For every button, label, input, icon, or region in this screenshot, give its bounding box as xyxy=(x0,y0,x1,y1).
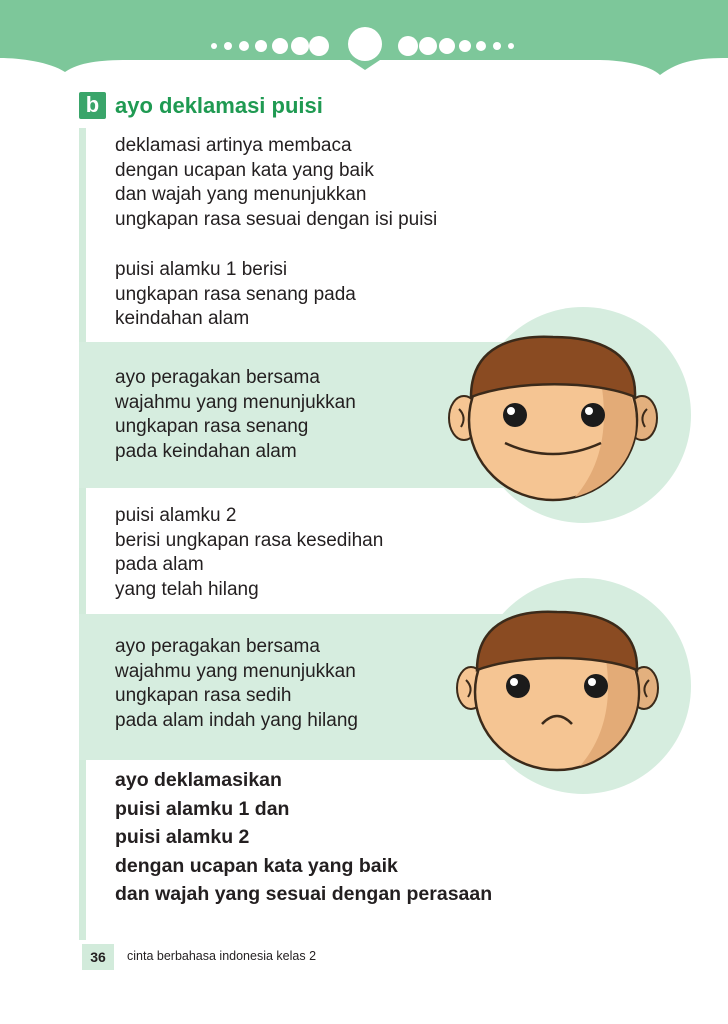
section-letter-badge: b xyxy=(79,92,106,119)
closing-instructions xyxy=(115,766,492,909)
sad-face-icon xyxy=(452,600,666,780)
activity2-line: pada alam indah yang hilang xyxy=(115,709,358,731)
closing-line: dengan ucapan kata yang baik xyxy=(115,854,398,877)
page-number: 36 xyxy=(82,944,114,970)
poem1-line: keindahan alam xyxy=(115,308,250,329)
activity1-line: pada keindahan alam xyxy=(115,440,297,462)
poem1-line: ungkapan rasa senang pada xyxy=(115,283,356,305)
poem2-line: berisi ungkapan rasa kesedihan xyxy=(115,529,384,551)
poem2-line: pada alam xyxy=(115,554,204,575)
activity1-line: ungkapan rasa senang xyxy=(115,416,309,437)
section-title: ayo deklamasi puisi xyxy=(115,93,323,118)
activity1-instructions xyxy=(115,366,356,464)
closing-line: puisi alamku 1 dan xyxy=(115,797,290,820)
intro-line: dengan ucapan kata yang baik xyxy=(115,159,374,181)
page-header-decoration xyxy=(0,0,728,80)
poem2-line: puisi alamku 2 xyxy=(115,505,237,526)
intro-line: deklamasi artinya membaca xyxy=(115,135,352,156)
poem2-line: yang telah hilang xyxy=(115,578,259,600)
activity2-line: ungkapan rasa sedih xyxy=(115,685,292,706)
closing-line: puisi alamku 2 xyxy=(115,826,250,848)
poem1-line: puisi alamku 1 berisi xyxy=(115,259,288,280)
poem2-description xyxy=(115,504,383,602)
closing-line: ayo deklamasikan xyxy=(115,769,282,791)
poem1-description xyxy=(115,258,356,332)
activity2-line: wajahmu yang menunjukkan xyxy=(115,660,356,682)
happy-face-icon xyxy=(445,325,665,510)
intro-line: ungkapan rasa sesuai dengan isi puisi xyxy=(115,208,438,230)
left-margin-bar xyxy=(79,128,86,940)
activity2-line: ayo peragakan bersama xyxy=(115,636,320,657)
activity1-line: ayo peragakan bersama xyxy=(115,367,320,388)
closing-line: dan wajah yang sesuai dengan perasaan xyxy=(115,883,493,905)
book-title: cinta berbahasa indonesia kelas 2 xyxy=(127,949,317,963)
intro-paragraph xyxy=(115,134,437,232)
intro-line: dan wajah yang menunjukkan xyxy=(115,184,367,205)
activity1-line: wajahmu yang menunjukkan xyxy=(115,391,356,413)
activity2-instructions xyxy=(115,635,358,733)
